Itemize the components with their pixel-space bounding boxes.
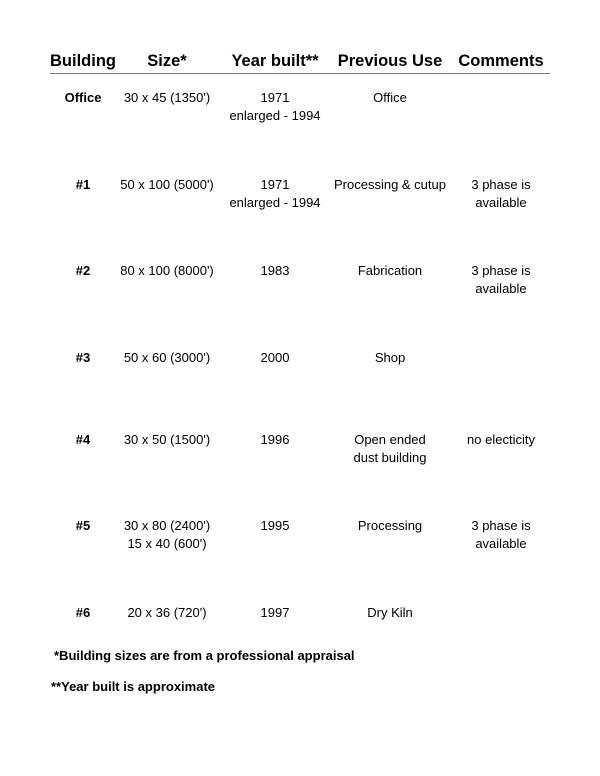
- year-footnote: **Year built is approximate: [51, 679, 216, 694]
- cell-building: #4: [75, 432, 91, 447]
- cell-size-line: 30 x 50 (1500'): [123, 432, 211, 447]
- header-building: Building: [50, 52, 116, 70]
- cell-comments-line: available: [475, 536, 527, 551]
- cell-previous-use-line: Dry Kiln: [367, 605, 413, 620]
- cell-year-built: [226, 431, 324, 449]
- cell-comments-line: no electicity: [467, 432, 535, 447]
- cell-previous-use: [330, 176, 450, 194]
- cell-building: #3: [75, 350, 91, 365]
- cell-comments-line: available: [475, 195, 527, 210]
- cell-size-line: 50 x 60 (3000'): [123, 350, 211, 365]
- cell-previous-use: [330, 517, 450, 535]
- cell-previous-use-line: Shop: [374, 350, 406, 365]
- cell-comments: [452, 176, 550, 212]
- cell-comments-line: available: [475, 281, 527, 296]
- cell-year-built-line: 1983: [260, 263, 290, 278]
- cell-year-built: [226, 89, 324, 125]
- cell-size: [116, 517, 218, 553]
- header-size: Size*: [147, 52, 187, 70]
- table-header: [50, 52, 550, 74]
- cell-size: [116, 89, 218, 107]
- cell-building: #6: [75, 605, 91, 620]
- cell-year-built: [226, 604, 324, 622]
- cell-building: #1: [75, 177, 91, 192]
- buildings-table: [50, 52, 550, 620]
- cell-previous-use-line: Processing & cutup: [333, 177, 446, 192]
- cell-previous-use-line: Processing: [357, 518, 423, 533]
- cell-comments: [452, 431, 550, 449]
- cell-comments: [452, 262, 550, 298]
- cell-size: [116, 604, 218, 622]
- cell-year-built-line: 1995: [260, 518, 290, 533]
- cell-year-built-line: 1971: [260, 177, 290, 192]
- cell-size-line: 30 x 80 (2400'): [123, 518, 211, 533]
- cell-previous-use-line: dust building: [353, 450, 427, 465]
- cell-year-built-line: 1996: [260, 432, 290, 447]
- cell-size: [116, 431, 218, 449]
- cell-year-built: [226, 517, 324, 535]
- cell-previous-use: [330, 431, 450, 467]
- cell-previous-use-line: Fabrication: [357, 263, 423, 278]
- cell-size: [116, 262, 218, 280]
- cell-size-line: 15 x 40 (600'): [127, 536, 207, 551]
- cell-year-built: [226, 176, 324, 212]
- header-year-built: Year built**: [231, 52, 319, 70]
- cell-comments: [452, 517, 550, 553]
- header-previous-use: Previous Use: [337, 52, 443, 70]
- cell-previous-use: [330, 262, 450, 280]
- cell-size-line: 30 x 45 (1350'): [123, 90, 211, 105]
- cell-size-line: 80 x 100 (8000'): [120, 263, 214, 278]
- cell-size-line: 20 x 36 (720'): [127, 605, 207, 620]
- cell-year-built-line: 1971: [260, 90, 290, 105]
- cell-comments-line: 3 phase is: [471, 518, 531, 533]
- cell-building: #5: [75, 518, 91, 533]
- cell-size: [116, 349, 218, 367]
- cell-previous-use: [330, 604, 450, 622]
- cell-size: [116, 176, 218, 194]
- cell-building: #2: [75, 263, 91, 278]
- header-comments: Comments: [458, 52, 544, 70]
- cell-previous-use-line: Office: [373, 90, 407, 105]
- cell-previous-use-line: Open ended: [354, 432, 426, 447]
- cell-comments-line: 3 phase is: [471, 263, 531, 278]
- cell-comments-line: 3 phase is: [471, 177, 531, 192]
- cell-year-built-line: enlarged - 1994: [229, 195, 321, 210]
- cell-year-built: [226, 349, 324, 367]
- cell-building: Office: [64, 90, 102, 105]
- cell-previous-use: [330, 89, 450, 107]
- cell-year-built-line: 1997: [260, 605, 290, 620]
- cell-year-built-line: enlarged - 1994: [229, 108, 321, 123]
- cell-year-built-line: 2000: [260, 350, 290, 365]
- cell-year-built: [226, 262, 324, 280]
- cell-size-line: 50 x 100 (5000'): [120, 177, 214, 192]
- size-footnote: *Building sizes are from a professional appraisal: [54, 648, 355, 663]
- cell-previous-use: [330, 349, 450, 367]
